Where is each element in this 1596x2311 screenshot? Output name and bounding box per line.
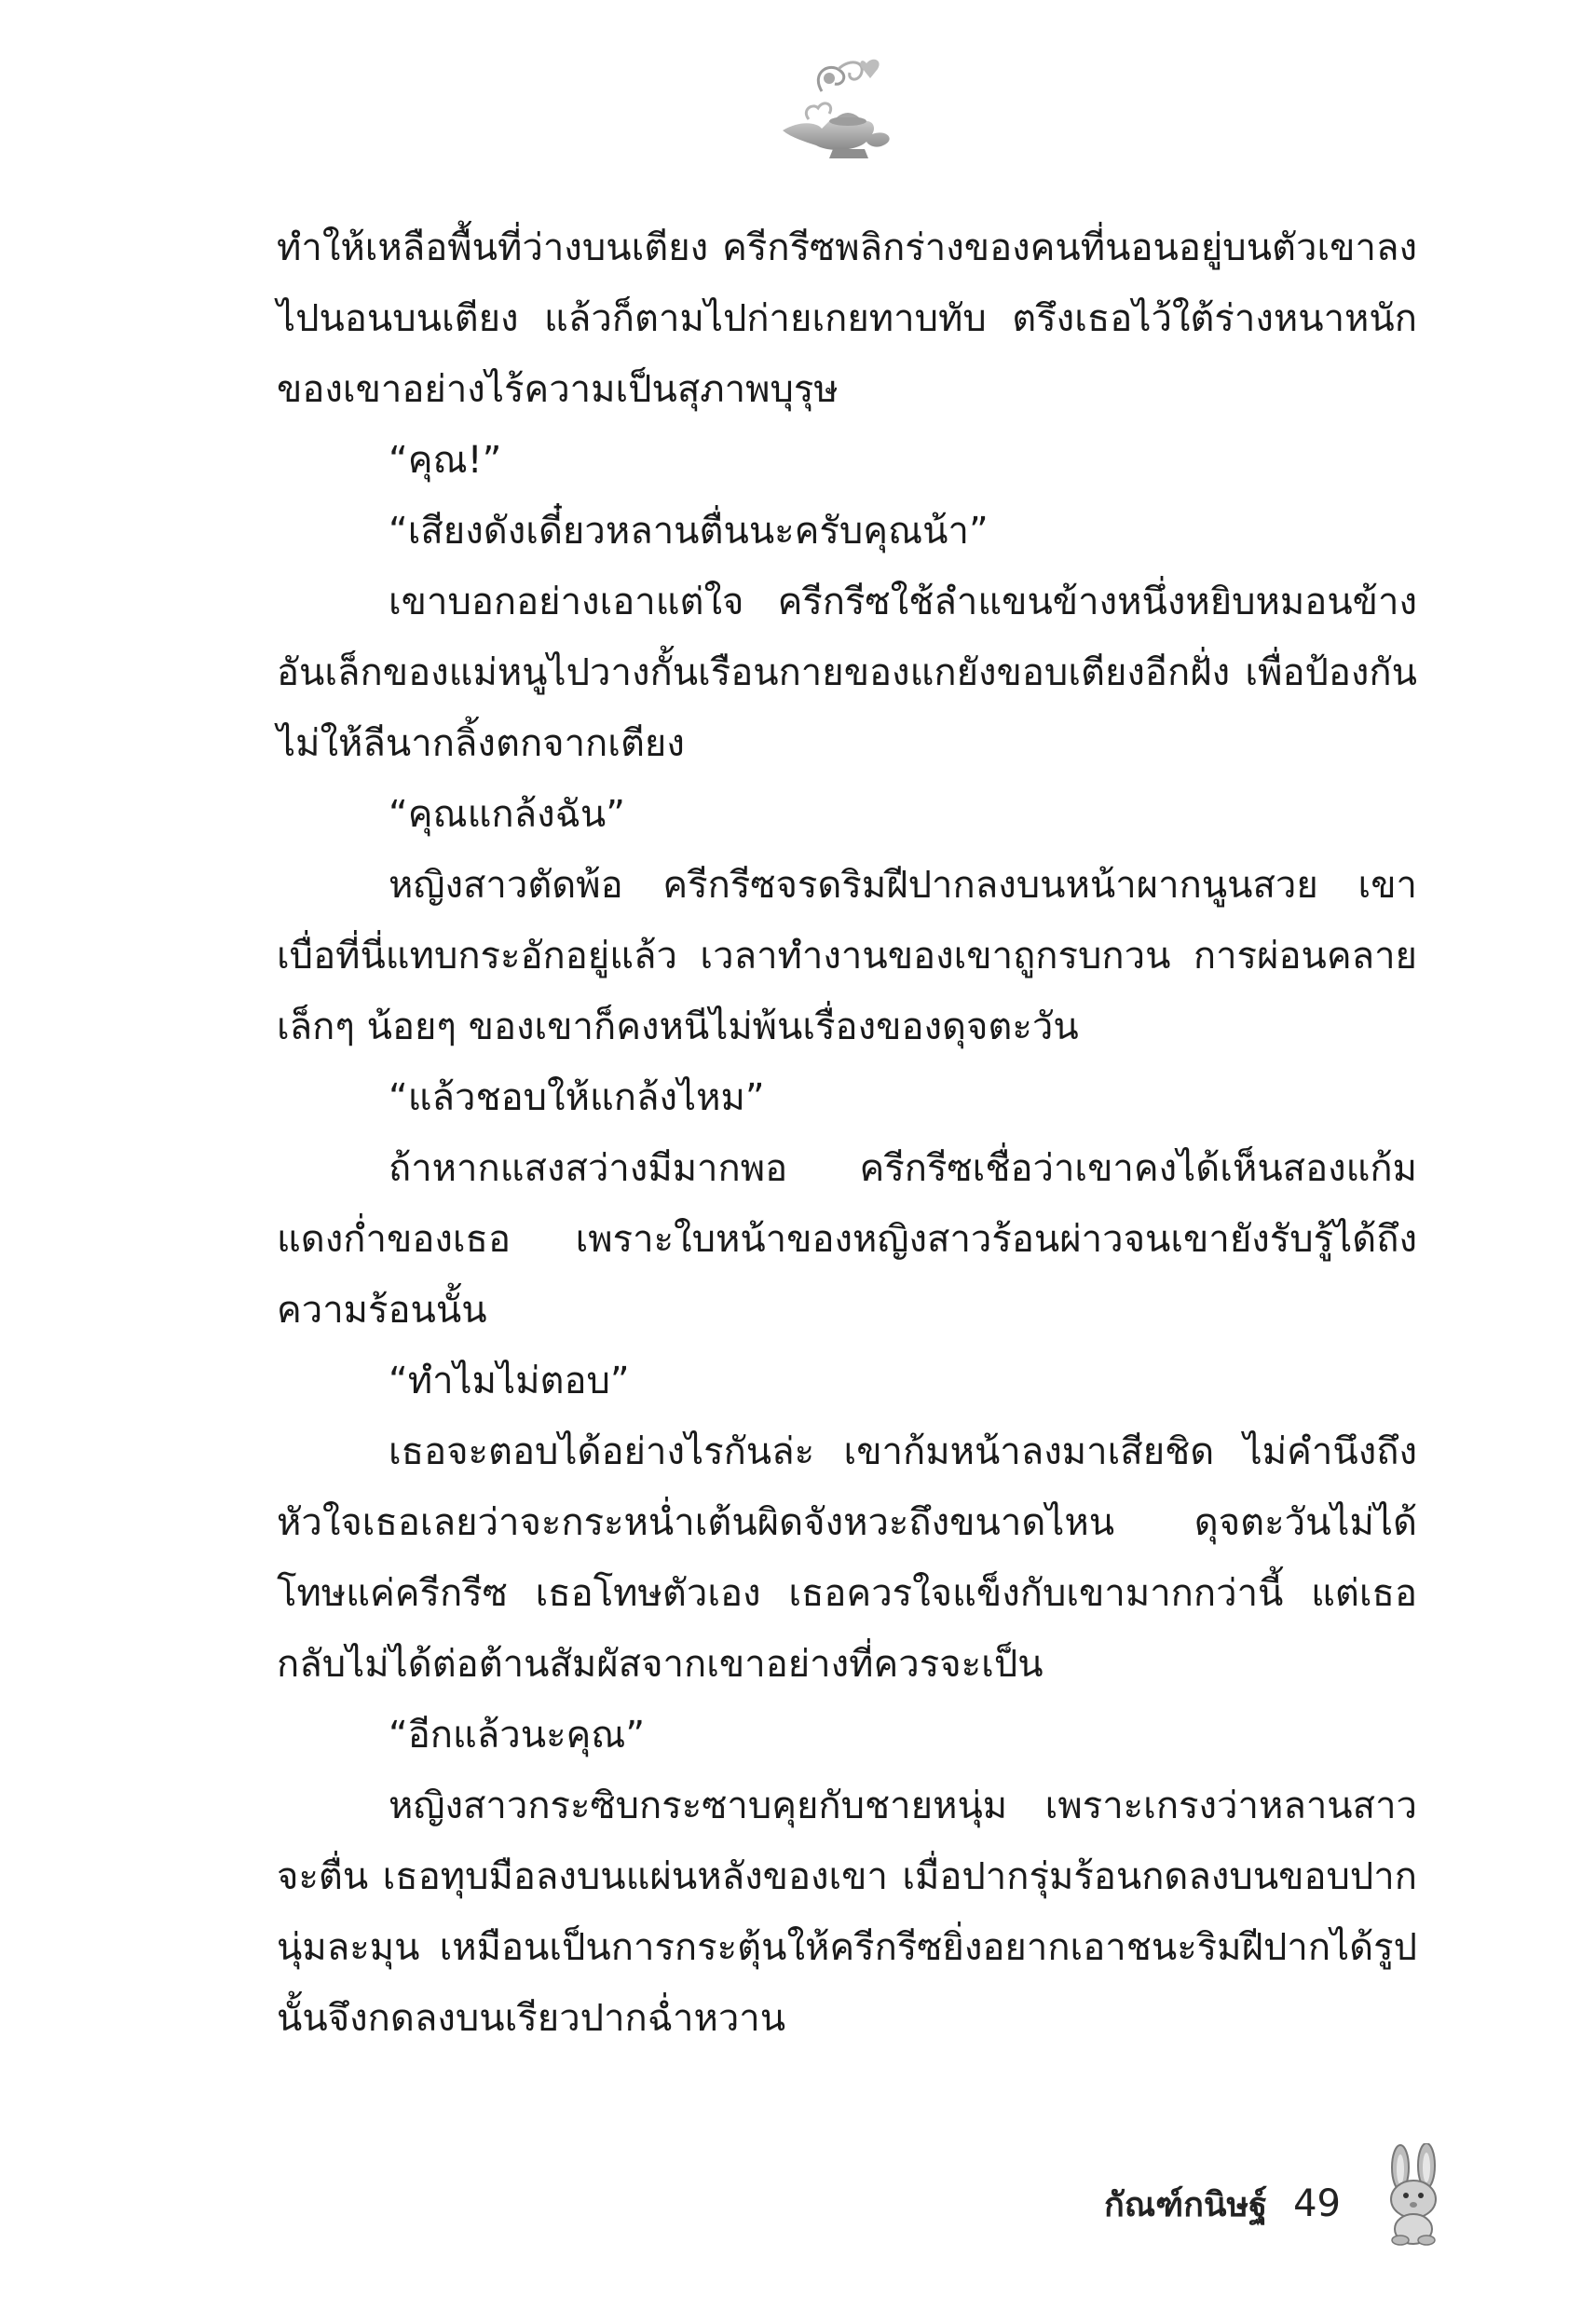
dialogue-line: “แล้วชอบให้แกล้งไหม” <box>389 1076 765 1119</box>
dialogue-line: “คุณแกล้งฉัน” <box>389 793 625 836</box>
dialogue-line: “คุณ!” <box>389 439 502 482</box>
author-name: กัณฑ์กนิษฐ์ <box>1104 2185 1268 2224</box>
paragraph: เธอจะตอบได้อย่างไรกันล่ะ เขาก้มหน้าลงมาเสียชิด ไม่คำนึงถึงหัวใจเธอเลยว่าจะกระหน่ำเต้นผิดจังหวะถึงขนาดไหน ดุจตะวันไม่ได้โทษแค่ครีกรีซ เธอโทษตัวเอง เธอควรใจแข็งกับเขามากกว่านี้ แต่เธอกลับไม่ได้ต่อต้านสัมผัสจากเขาอย่างที่ควรจะเป็น <box>277 1430 1417 1686</box>
paragraph: เขาบอกอย่างเอาแต่ใจ ครีกรีซใช้ลำแขนข้างหนึ่งหยิบหมอนข้างอันเล็กของแม่หนูไปวางกั้นเรือนกายของแกยังขอบเตียงอีกฝั่ง เพื่อป้องกันไม่ให้ลีนากลิ้งตกจากเตียง <box>277 581 1417 765</box>
rabbit-mascot-icon <box>1372 2143 1456 2246</box>
paragraph: ถ้าหากแสงสว่างมีมากพอ ครีกรีซเชื่อว่าเขาคงได้เห็นสองแก้มแดงก่ำของเธอ เพราะใบหน้าของหญิงสาวร้อนผ่าวจนเขายังรับรู้ได้ถึงความร้อนนั้น <box>277 1147 1417 1332</box>
dialogue-line: “ทำไมไม่ตอบ” <box>389 1360 630 1402</box>
paragraph: หญิงสาวกระซิบกระซาบคุยกับชายหนุ่ม เพราะเกรงว่าหลานสาวจะตื่น เธอทุบมือลงบนแผ่นหลังของเขา เมื่อปากรุ่มร้อนกดลงบนขอบปากนุ่มละมุน เหมือนเป็นการกระตุ้นให้ครีกรีซยิ่งอยากเอาชนะริมฝีปากได้รูปนั้นจึงกดลงบนเรียวปากฉ่ำหวาน <box>277 1785 1417 2040</box>
magic-lamp-fairy-icon <box>764 54 904 166</box>
dialogue-line: “เสียงดังเดี๋ยวหลานตื่นนะครับคุณน้า” <box>389 510 989 553</box>
paragraph: หญิงสาวตัดพ้อ ครีกรีซจรดริมฝีปากลงบนหน้าผากนูนสวย เขาเบื่อที่นี่แทบกระอักอยู่แล้ว เวลาทำงานของเขาถูกรบกวน การผ่อนคลายเล็กๆ น้อยๆ ของเขาก็คงหนีไม่พ้นเรื่องของดุจตะวัน <box>277 864 1417 1048</box>
page-footer <box>1104 2171 1456 2236</box>
page-number: 49 <box>1293 2182 1341 2225</box>
body-text <box>277 212 1417 2054</box>
dialogue-line: “อีกแล้วนะคุณ” <box>389 1714 646 1757</box>
paragraph: ทำให้เหลือพื้นที่ว่างบนเตียง ครีกรีซพลิกร่างของคนที่นอนอยู่บนตัวเขาลงไปนอนบนเตียง แล้วก็ตามไปก่ายเกยทาบทับ ตรึงเธอไว้ใต้ร่างหนาหนักของเขาอย่างไร้ความเป็นสุภาพบุรุษ <box>277 226 1417 411</box>
